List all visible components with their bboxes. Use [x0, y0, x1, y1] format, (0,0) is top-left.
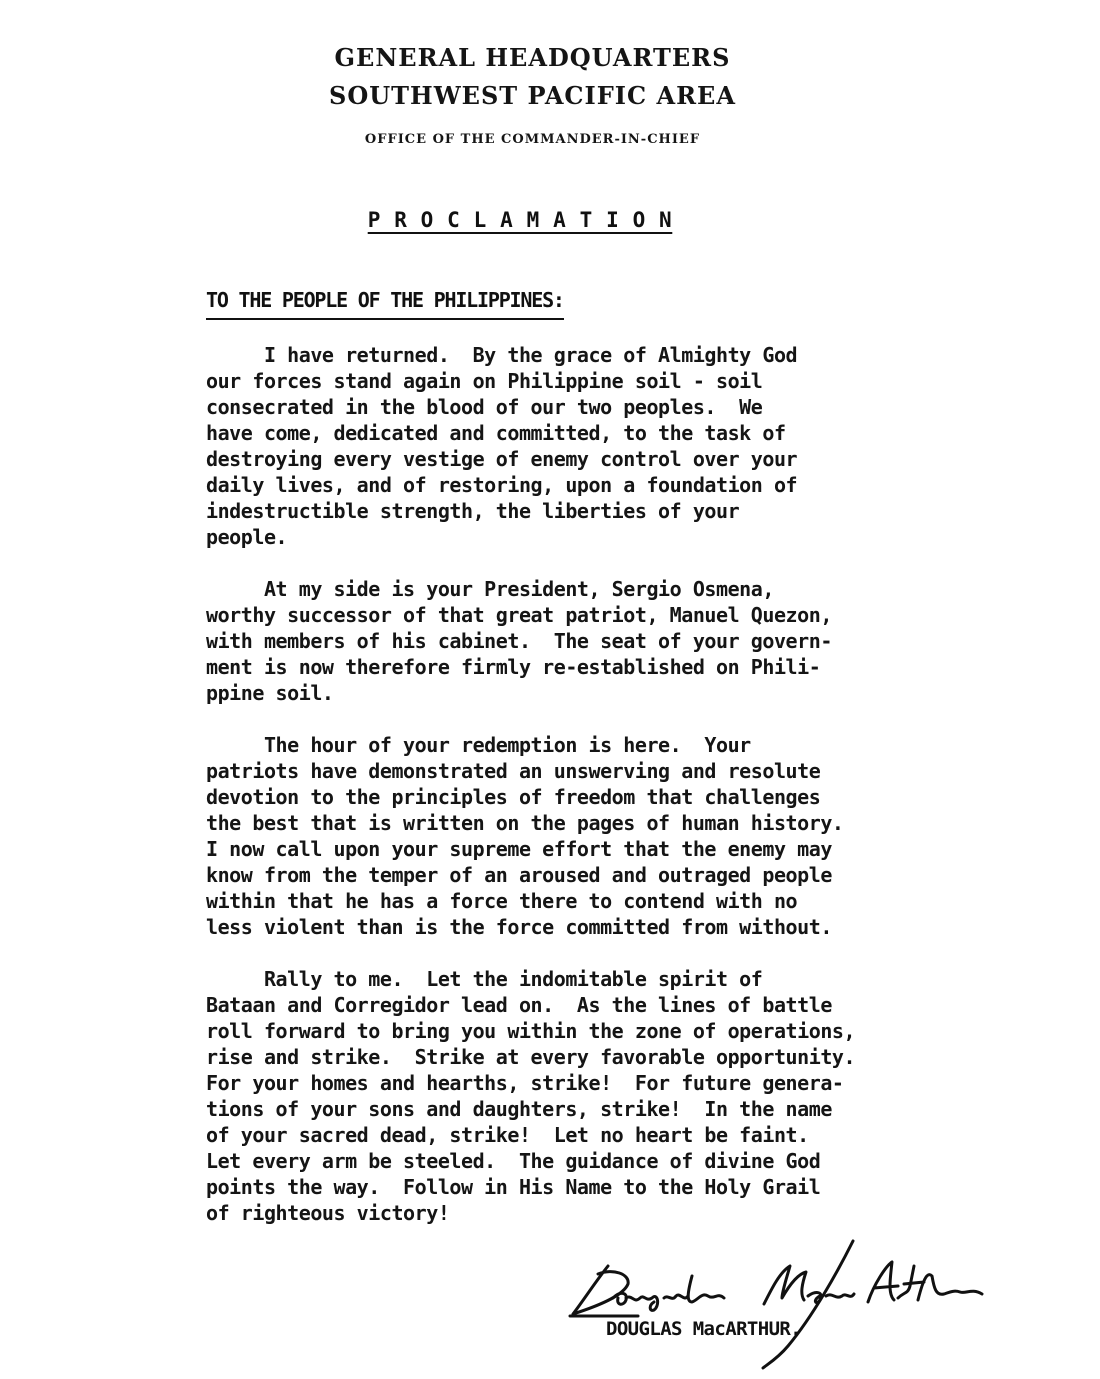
- text-line: know from the temper of an aroused and outraged people: [206, 863, 832, 887]
- handwritten-signature-icon: [568, 1236, 988, 1371]
- text-line: consecrated in the blood of our two peoples. We: [206, 395, 763, 419]
- document-title: P R O C L A M A T I O N: [367, 208, 673, 232]
- salutation: TO THE PEOPLE OF THE PHILIPPINES:: [206, 288, 564, 320]
- text-line: roll forward to bring you within the zone of operations,: [206, 1019, 856, 1043]
- text-line: of righteous victory!: [206, 1201, 450, 1225]
- text-line: with members of his cabinet. The seat of your govern-: [206, 629, 832, 653]
- letterhead-headquarters: GENERAL HEADQUARTERS: [334, 43, 731, 72]
- text-line: points the way. Follow in His Name to the Holy Grail: [206, 1175, 821, 1199]
- text-line: indestructible strength, the liberties of your: [206, 499, 740, 523]
- text-line: For your homes and hearths, strike! For future genera-: [206, 1071, 844, 1095]
- text-line: less violent than is the force committed from without.: [206, 915, 832, 939]
- letterhead: [0, 40, 1065, 147]
- text-line: of your sacred dead, strike! Let no heart be faint.: [206, 1123, 809, 1147]
- text-line: have come, dedicated and committed, to the task of: [206, 421, 786, 445]
- text-line: Let every arm be steeled. The guidance of divine God: [206, 1149, 821, 1173]
- text-line: ment is now therefore firmly re-established on Phili-: [206, 655, 821, 679]
- signature-block: [568, 1236, 988, 1371]
- text-line: tions of your sons and daughters, strike! In the name: [206, 1097, 832, 1121]
- text-line: worthy successor of that great patriot, Manuel Quezon,: [206, 603, 832, 627]
- text-line: The hour of your redemption is here. Your: [206, 733, 751, 757]
- paragraph: [206, 342, 986, 550]
- signatory-name: DOUGLAS MacARTHUR.: [606, 1318, 802, 1340]
- paragraph: [206, 576, 986, 706]
- text-line: patriots have demonstrated an unswerving and resolute: [206, 759, 821, 783]
- text-line: people.: [206, 525, 288, 549]
- letterhead-area: SOUTHWEST PACIFIC AREA: [329, 81, 736, 110]
- text-line: Rally to me. Let the indomitable spirit of: [206, 967, 763, 991]
- text-line: devotion to the principles of freedom that challenges: [206, 785, 821, 809]
- text-line: I have returned. By the grace of Almighty God: [206, 343, 798, 367]
- text-line: rise and strike. Strike at every favorable opportunity.: [206, 1045, 856, 1069]
- text-line: the best that is written on the pages of human history.: [206, 811, 844, 835]
- text-line: I now call upon your supreme effort that the enemy may: [206, 837, 832, 861]
- text-line: our forces stand again on Philippine soil - soil: [206, 369, 763, 393]
- proclamation-body: [206, 342, 986, 1252]
- text-line: At my side is your President, Sergio Osmena,: [206, 577, 774, 601]
- letterhead-office: OFFICE OF THE COMMANDER-IN-CHIEF: [364, 132, 701, 147]
- text-line: Bataan and Corregidor lead on. As the lines of battle: [206, 993, 832, 1017]
- text-line: daily lives, and of restoring, upon a foundation of: [206, 473, 798, 497]
- paragraph: [206, 966, 986, 1226]
- text-line: ppine soil.: [206, 681, 334, 705]
- text-line: destroying every vestige of enemy control over your: [206, 447, 798, 471]
- paragraph: [206, 732, 986, 940]
- text-line: within that he has a force there to contend with no: [206, 889, 798, 913]
